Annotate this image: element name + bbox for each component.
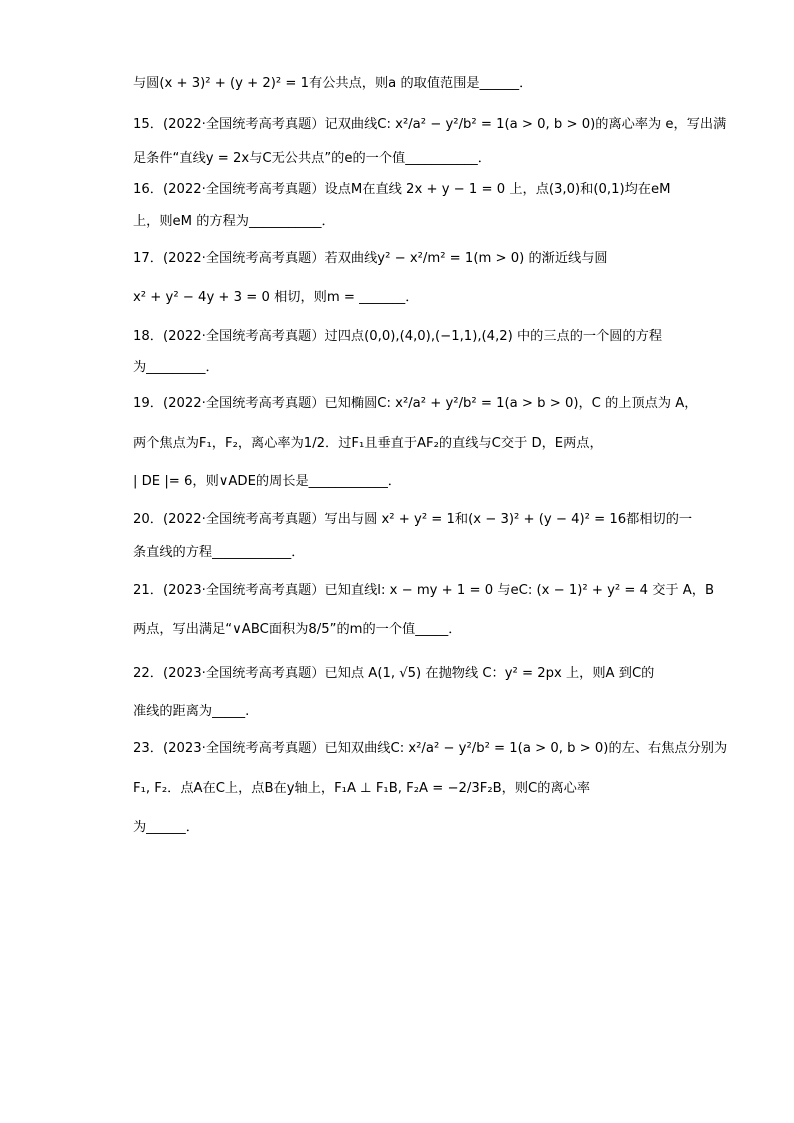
text-line-13: 20．(2022·全国统考高考真题）写出与圆 x² + y² = 1和(x − 3)² + (y − 4)² = 16都相切的一 — [133, 512, 693, 527]
text-line-15: 21．(2023·全国统考高考真题）已知直线l: x − my + 1 = 0 与eC: (x − 1)² + y² = 4 交于 A，B — [133, 583, 715, 598]
text-line-9: 为_________． — [133, 360, 219, 375]
text-line-7: x² + y² − 4y + 3 = 0 相切，则m = _______． — [133, 290, 419, 305]
text-line-12: | DE |= 6，则∨ADE的周长是____________． — [133, 474, 401, 489]
text-line-8: 18．(2022·全国统考高考真题）过四点(0,0),(4,0),(−1,1),(4,2) 中的三点的一个圆的方程 — [133, 329, 663, 344]
text-line-11: 两个焦点为F₁，F₂，离心率为1/2．过F₁且垂直于AF₂的直线与C交于 D，E两点， — [133, 436, 603, 451]
text-line-5: 上，则eM 的方程为___________． — [133, 214, 335, 229]
text-line-16: 两点，写出满足“∨ABC面积为8/5”的m的一个值_____． — [133, 622, 462, 637]
text-line-2: 15．(2022·全国统考高考真题）记双曲线C: x²/a² − y²/b² = 1(a > 0, b > 0)的离心率为 e，写出满 — [133, 117, 727, 132]
text-line-3: 足条件“直线y = 2x与C无公共点”的e的一个值___________． — [133, 151, 491, 166]
text-line-20: F₁, F₂．点A在C上，点B在y轴上，F₁A ⊥ F₁B, F₂A = −2/3F₂B，则C的离心率 — [133, 781, 591, 796]
text-line-6: 17．(2022·全国统考高考真题）若双曲线y² − x²/m² = 1(m > 0) 的渐近线与圆 — [133, 251, 608, 266]
text-line-17: 22．(2023·全国统考高考真题）已知点 A(1, √5) 在抛物线 C：y² = 2px 上，则A 到C的 — [133, 666, 655, 681]
text-line-10: 19．(2022·全国统考高考真题）已知椭圆C: x²/a² + y²/b² = 1(a > b > 0)，C 的上顶点为 A， — [133, 396, 698, 411]
text-line-21: 为______． — [133, 820, 199, 835]
text-line-14: 条直线的方程____________． — [133, 545, 305, 560]
text-line-4: 16．(2022·全国统考高考真题）设点M在直线 2x + y − 1 = 0 上，点(3,0)和(0,1)均在eM — [133, 182, 671, 197]
text-line-18: 准线的距离为_____. — [133, 704, 250, 719]
text-line-19: 23．(2023·全国统考高考真题）已知双曲线C: x²/a² − y²/b² = 1(a > 0, b > 0)的左、右焦点分别为 — [133, 741, 728, 756]
text-line-1: 与圆(x + 3)² + (y + 2)² = 1有公共点，则a 的取值范围是______． — [133, 76, 533, 91]
